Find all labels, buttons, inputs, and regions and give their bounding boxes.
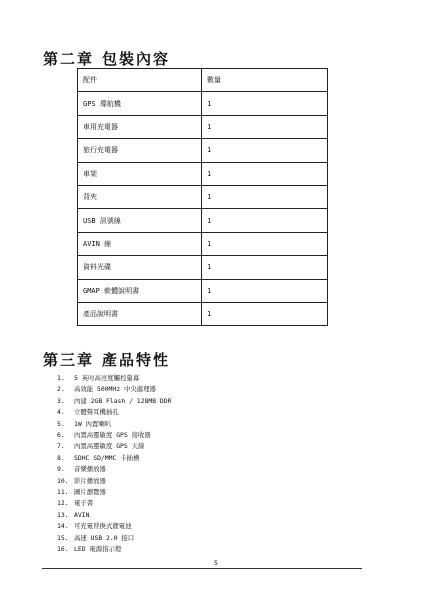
chapter-2-heading <box>43 50 170 68</box>
item-quantity: 1 <box>202 302 328 325</box>
list-item-text: 內置高靈敏度 GPS 天線 <box>74 442 145 451</box>
list-item <box>57 419 171 430</box>
header-quantity: 數量 <box>202 69 328 92</box>
list-item-index: 3. <box>57 396 65 405</box>
list-item-text: AVIN <box>74 510 90 519</box>
item-name: 背夾 <box>78 185 202 208</box>
list-item <box>57 373 171 384</box>
list-item <box>57 498 171 509</box>
list-item-index: 16. <box>57 545 69 554</box>
list-item-index: 13. <box>57 510 69 519</box>
table-header-row <box>78 69 328 92</box>
list-item-text: 可充電替換式鋰電池 <box>74 522 132 531</box>
header-accessory: 配件 <box>78 69 202 92</box>
chapter-3-heading <box>43 351 170 369</box>
list-item-text: 內置高靈敏度 GPS 接收器 <box>74 431 151 440</box>
list-item-index: 1. <box>57 374 65 382</box>
list-item-index: 2. <box>57 385 65 394</box>
list-item-index: 4. <box>57 408 65 417</box>
table-row <box>78 115 328 138</box>
footer-divider <box>42 568 362 569</box>
item-quantity: 1 <box>202 115 328 138</box>
list-item <box>57 521 171 532</box>
item-quantity: 1 <box>202 209 328 232</box>
item-name: 資料光碟 <box>78 256 202 279</box>
list-item-index: 10. <box>57 476 69 485</box>
list-item <box>57 384 171 395</box>
list-item-text: 圖片瀏覽器 <box>74 488 106 497</box>
list-item-index: 8. <box>57 453 65 462</box>
list-item <box>57 476 171 487</box>
list-item-index: 12. <box>57 499 69 508</box>
list-item <box>57 510 171 521</box>
chapter-2-title: 包裝內容 <box>102 50 171 68</box>
table-row <box>78 162 328 185</box>
table-row <box>78 232 328 255</box>
list-item-text: 立體聲耳機插孔 <box>74 408 119 417</box>
item-quantity: 1 <box>202 232 328 255</box>
list-item-text: 內建 2GB Flash / 128MB DDR <box>74 396 172 405</box>
list-item-index: 6. <box>57 431 65 440</box>
item-name: AVIN 線 <box>78 232 202 255</box>
list-item-text: 電子書 <box>74 499 94 508</box>
page-number: 5 <box>214 559 218 567</box>
list-item-text: 1W 內置喇叭 <box>74 419 112 428</box>
table-row <box>78 302 328 325</box>
item-quantity: 1 <box>202 139 328 162</box>
list-item <box>57 464 171 475</box>
list-item <box>57 407 171 418</box>
item-quantity: 1 <box>202 256 328 279</box>
item-name: GMAP 軟體說明書 <box>78 279 202 302</box>
chapter-2-number: 第二章 <box>43 50 95 68</box>
list-item-text: 音樂播放器 <box>74 465 106 474</box>
item-name: 旅行充電器 <box>78 139 202 162</box>
item-name: 產品說明書 <box>78 302 202 325</box>
feature-list <box>57 373 171 556</box>
item-quantity: 1 <box>202 185 328 208</box>
item-quantity: 1 <box>202 92 328 115</box>
list-item-index: 15. <box>57 533 69 542</box>
list-item-index: 7. <box>57 442 65 451</box>
list-item <box>57 430 171 441</box>
list-item <box>57 396 171 407</box>
item-name: USB 訊號線 <box>78 209 202 232</box>
list-item-index: 14. <box>57 522 69 531</box>
item-quantity: 1 <box>202 279 328 302</box>
table-row <box>78 279 328 302</box>
table-row <box>78 209 328 232</box>
list-item-text: LED 電源指示燈 <box>74 545 122 554</box>
table-row <box>78 185 328 208</box>
list-item <box>57 441 171 452</box>
list-item-text: 影片播放器 <box>74 476 106 485</box>
chapter-3-title: 產品特性 <box>102 351 171 369</box>
list-item-text: SDHC SD/MMC 卡插槽 <box>74 453 140 462</box>
table-row <box>78 256 328 279</box>
item-name: 車架 <box>78 162 202 185</box>
list-item <box>57 453 171 464</box>
list-item-index: 9. <box>57 465 65 474</box>
list-item-index: 5. <box>57 419 65 428</box>
package-contents-table <box>77 68 328 326</box>
table-row <box>78 92 328 115</box>
list-item-text: 高速 USB 2.0 接口 <box>74 533 135 542</box>
list-item <box>57 533 171 544</box>
chapter-3-number: 第三章 <box>43 351 95 369</box>
list-item-index: 11. <box>57 488 69 497</box>
list-item <box>57 544 171 555</box>
item-name: GPS 導航機 <box>78 92 202 115</box>
list-item-text: 5 英吋高亮度觸控螢幕 <box>74 374 140 382</box>
table-row <box>78 139 328 162</box>
list-item-text: 高效能 500MHz 中央處理器 <box>74 385 156 394</box>
list-item <box>57 487 171 498</box>
item-quantity: 1 <box>202 162 328 185</box>
item-name: 車用充電器 <box>78 115 202 138</box>
